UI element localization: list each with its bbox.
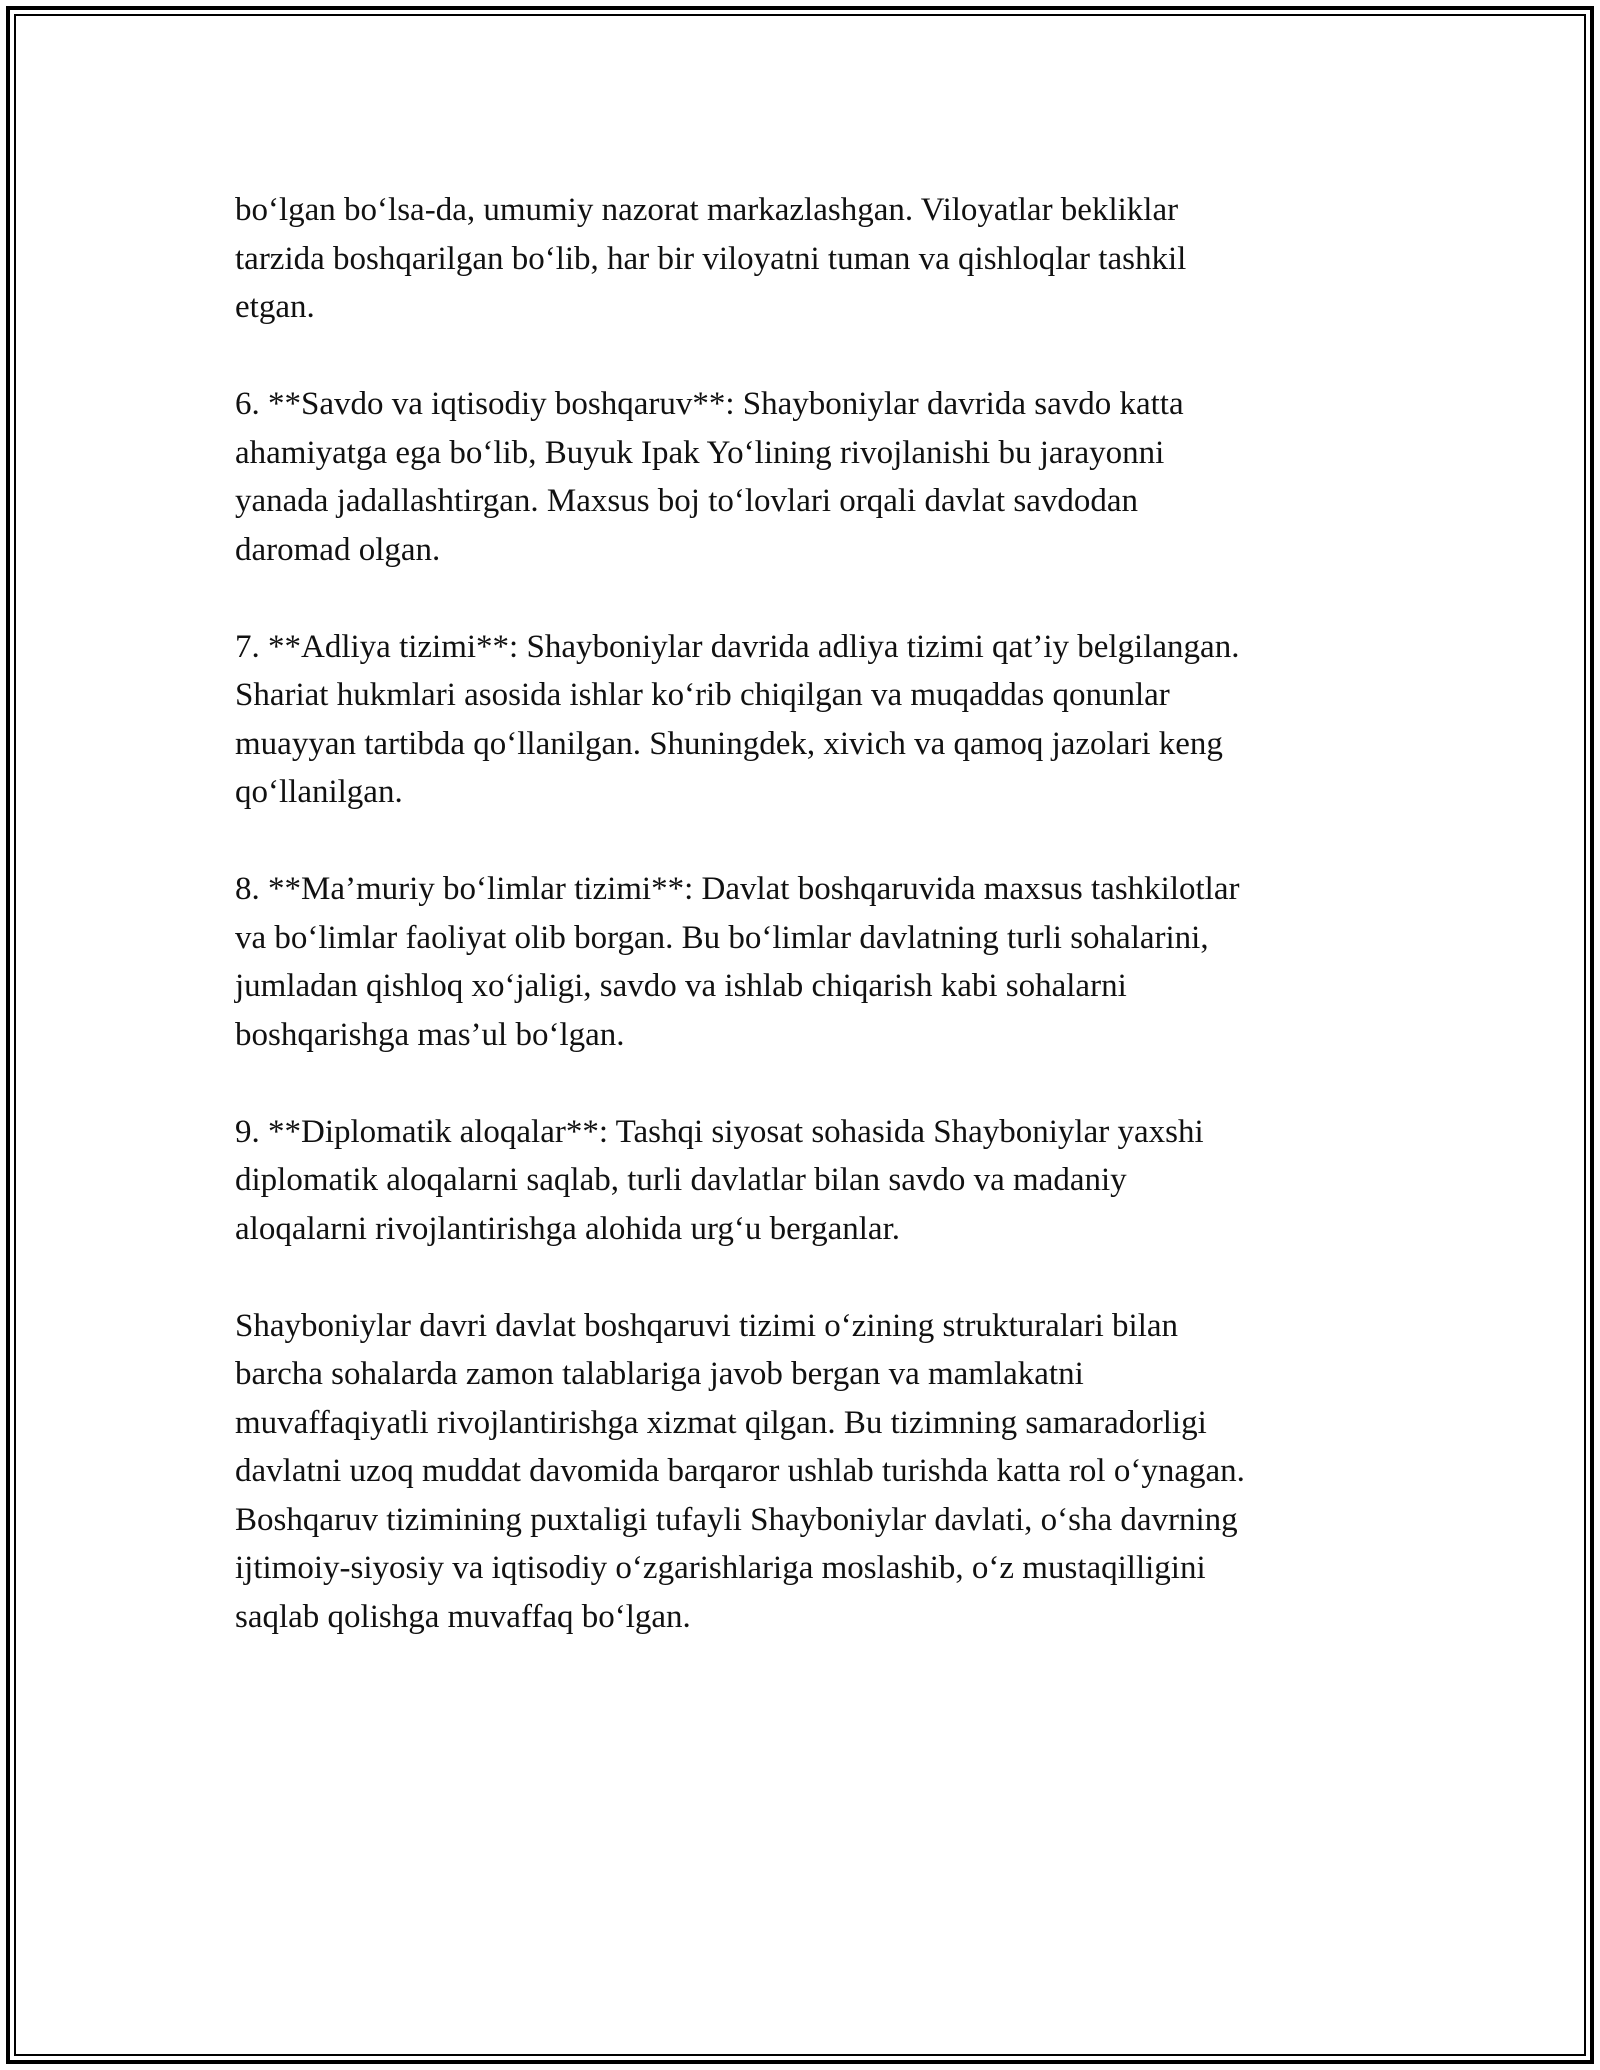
- document-body: [235, 186, 1375, 1641]
- paragraph-diplomatic-relations: 9. **Diplomatik aloqalar**: Tashqi siyosat sohasida Shayboniylar yaxshi diplomatik aloqalarni saqlab, turli davlatlar bilan savdo va madaniy aloqalarni rivojlantirishga alohida urg‘u berganlar.: [235, 1113, 1204, 1247]
- paragraph-trade-economy: 6. **Savdo va iqtisodiy boshqaruv**: Shayboniylar davrida savdo katta ahamiyatga ega bo‘lib, Buyuk Ipak Yo‘lining rivojlanishi bu jarayonni yanada jadallashtirgan. Maxsus boj to‘lovlari orqali davlat savdodan daromad olgan.: [235, 386, 1184, 568]
- paragraph-conclusion: Shayboniylar davri davlat boshqaruvi tizimi o‘zining strukturalari bilan barcha sohalarda zamon talablariga javob bergan va mamlakatni muvaffaqiyatli rivojlantirishga xizmat qilgan. Bu tizimning samaradorligi davlatni uzoq muddat davomida barqaror ushlab turishda katta rol o‘ynagan. Boshqaruv tizimining puxtaligi tufayli Shayboniylar davlati, o‘sha davrning ijtimoiy-siyosiy va iqtisodiy o‘zgarishlariga moslashib, o‘z mustaqilligini saqlab qolishga muvaffaq bo‘lgan.: [235, 1307, 1245, 1635]
- paragraph-continuation: bo‘lgan bo‘lsa-da, umumiy nazorat markazlashgan. Viloyatlar bekliklar tarzida boshqarilgan bo‘lib, har bir viloyatni tuman va qishloqlar tashkil etgan.: [235, 192, 1187, 325]
- paragraph-justice-system: 7. **Adliya tizimi**: Shayboniylar davrida adliya tizimi qat’iy belgilangan. Shariat hukmlari asosida ishlar ko‘rib chiqilgan va muqaddas qonunlar muayyan tartibda qo‘llanilgan. Shuningdek, xivich va qamoq jazolari keng qo‘llanilgan.: [235, 628, 1240, 810]
- paragraph-administrative-departments: 8. **Ma’muriy bo‘limlar tizimi**: Davlat boshqaruvida maxsus tashkilotlar va bo‘limlar faoliyat olib borgan. Bu bo‘limlar davlatning turli sohalarini, jumladan qishloq xo‘jaligi, savdo va ishlab chiqarish kabi sohalarni boshqarishga mas’ul bo‘lgan.: [235, 871, 1240, 1053]
